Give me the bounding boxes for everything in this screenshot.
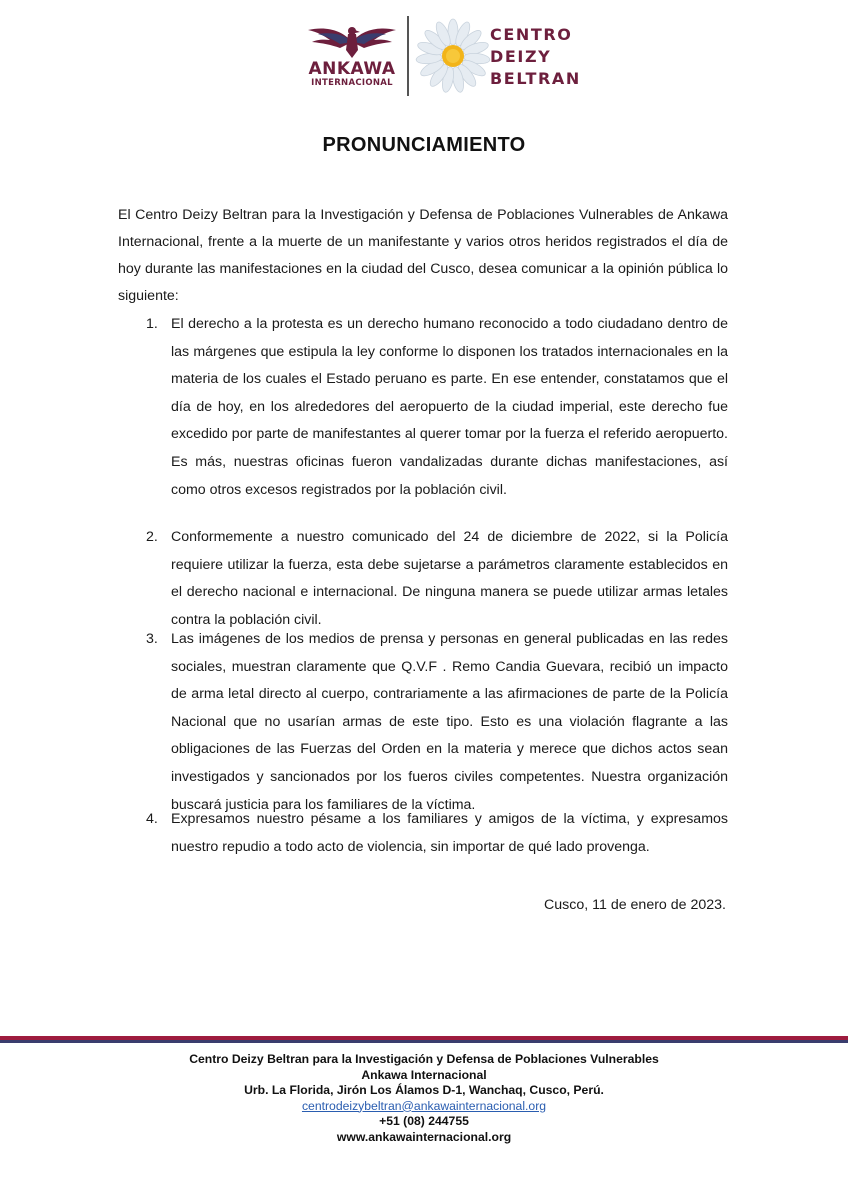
footer-divider <box>0 1036 848 1043</box>
list-item-text: Expresamos nuestro pésame a los familiares y amigos de la víctima, y expresamos nuestro repudio a todo acto de violencia, sin importar de qué lado provenga. <box>171 811 728 855</box>
letterhead <box>0 14 848 98</box>
footer-org-name: Centro Deizy Beltran para la Investigación y Defensa de Poblaciones Vulnerables <box>189 1052 659 1066</box>
footer-phone: +51 (08) 244755 <box>379 1114 469 1128</box>
footer-parent-org: Ankawa Internacional <box>361 1067 487 1082</box>
list-item-number: 2. <box>146 529 158 545</box>
footer-email-link[interactable]: centrodeizybeltran@ankawainternacional.org <box>301 1098 547 1113</box>
wordmark-line-3: BELTRAN <box>490 69 581 88</box>
list-item-text: El derecho a la protesta es un derecho humano reconocido a todo ciudadano dentro de las márgenes que estipula la ley conforme lo disponen los tratados internacionales en la materia de los cuales el Estado peruano es parte. En ese entender, constatamos que el día de hoy, en los alrededores del aeropuerto de la ciudad imperial, este derecho fue excedido por parte de manifestantes al querer tomar por la fuerza el referido aeropuerto. Es más, nuestras oficinas fueron vandalizadas durante dichas manifestaciones, así como otros excesos registrados por la población civil. <box>171 316 728 498</box>
daisy-flower-icon <box>415 18 491 94</box>
list-item <box>118 524 728 634</box>
wordmark-line-1: CENTRO <box>490 25 573 44</box>
footer-website: www.ankawainternacional.org <box>336 1129 512 1144</box>
document-title: PRONUNCIAMIENTO <box>322 134 526 156</box>
place-and-date: Cusco, 11 de enero de 2023. <box>544 897 726 913</box>
list-item <box>118 626 728 819</box>
footer-contact-block <box>0 1052 848 1145</box>
list-item-number: 3. <box>146 631 158 647</box>
ankawa-logo-name: ANKAWA <box>308 59 396 79</box>
list-item-text: Las imágenes de los medios de prensa y personas en general publicadas en las redes sociales, muestran claramente que Q.V.F . Remo Candia Guevara, recibió un impacto de arma letal directo al cuerpo, contrariamente a las afirmaciones de parte de la Policía Nacional que no usarían armas de este tipo. Esto es una violación flagrante a las obligaciones de las Fuerzas del Orden en la materia y merece que dichos actos sean investigados y sancionados por los fueros civiles competentes. Nuestra organización buscará justicia para los familiares de la víctima. <box>171 631 728 813</box>
condor-icon <box>304 20 400 60</box>
list-item-number: 4. <box>146 811 158 827</box>
footer-address: Urb. La Florida, Jirón Los Álamos D-1, Wanchaq, Cusco, Perú. <box>244 1083 604 1097</box>
ankawa-logo <box>302 20 402 100</box>
intro-paragraph: El Centro Deizy Beltran para la Investigación y Defensa de Poblaciones Vulnerables de Ankawa Internacional, frente a la muerte de un manifestante y varios otros heridos registrados el día de hoy durante las manifestaciones en la ciudad del Cusco, desea comunicar a la opinión pública lo siguiente: <box>118 207 728 304</box>
list-item-number: 1. <box>146 316 158 332</box>
wordmark-line-2: DEIZY <box>490 47 552 66</box>
list-item <box>118 311 728 504</box>
list-item <box>118 806 728 861</box>
header-divider <box>407 16 409 96</box>
list-item-text: Conformemente a nuestro comunicado del 24 de diciembre de 2022, si la Policía requiere utilizar la fuerza, esta debe sujetarse a parámetros claramente establecidos en el derecho nacional e internacional. De ninguna manera se puede utilizar armas letales contra la población civil. <box>171 529 728 628</box>
centro-deizy-beltran-wordmark <box>490 24 581 90</box>
ankawa-logo-subtitle: INTERNACIONAL <box>311 78 393 88</box>
